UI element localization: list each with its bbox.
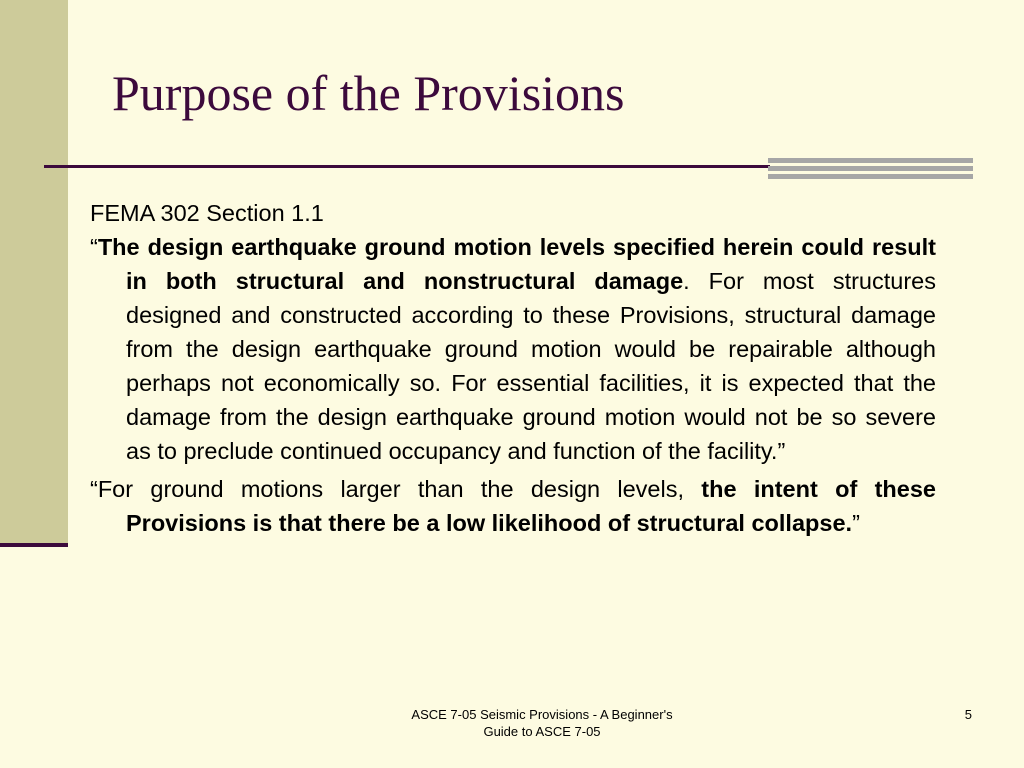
section-reference: FEMA 302 Section 1.1 (90, 200, 324, 226)
footer-line-2: Guide to ASCE 7-05 (483, 724, 601, 739)
quote-open-mark: “ (90, 234, 98, 260)
footer-text (392, 706, 692, 740)
quote-paragraph-1 (90, 230, 936, 468)
quote-paragraph-2 (90, 472, 936, 540)
quote-2-bold-text: the intent of these Provisions is that there be a low likelihood of structural collapse. (126, 476, 936, 536)
slide-title: Purpose of the Provisions (112, 65, 625, 121)
quote-2-lead-text: “For ground motions larger than the design levels, (90, 476, 702, 502)
quote-1-text: . For most structures designed and constructed according to these Provisions, structural damage from the design earthquake ground motion would be repairable although perhaps not economically so. For essential facilities, it is expected that the damage from the design earthquake ground motion would not be so severe as to preclude continued occupancy and function of the facility.” (126, 268, 936, 464)
slide-number: 5 (964, 707, 972, 722)
quote-1-bold-text: The design earthquake ground motion levels specified herein could result in both structural and nonstructural damage (97, 234, 936, 294)
decorative-bar (768, 174, 973, 179)
quote-close-mark: ” (852, 510, 860, 536)
decorative-bar (768, 166, 973, 171)
slide-body (90, 196, 936, 540)
side-band (0, 0, 68, 543)
side-band-rule (0, 543, 68, 547)
footer-line-1: ASCE 7-05 Seismic Provisions - A Beginner's (411, 707, 673, 722)
decorative-bar (768, 158, 973, 163)
title-underline (44, 165, 770, 168)
